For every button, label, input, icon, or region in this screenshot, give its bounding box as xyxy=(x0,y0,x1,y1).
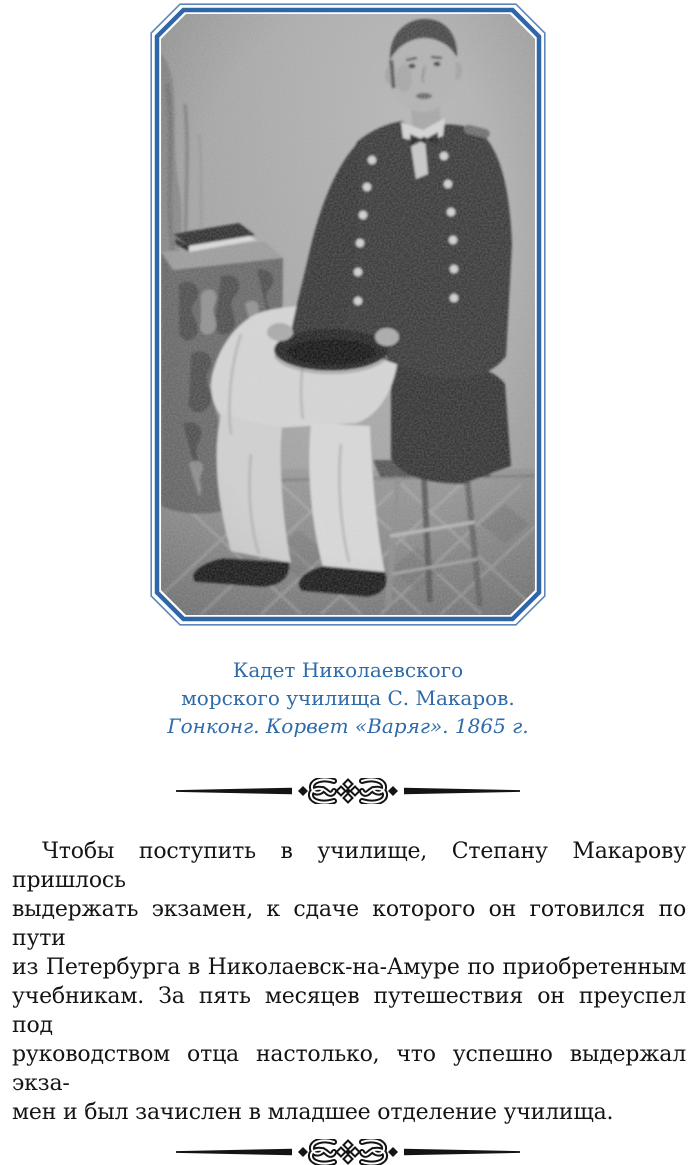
photo-figure xyxy=(0,3,696,740)
caption-line-1: Кадет Николаевского xyxy=(232,658,464,682)
paragraph-line: мен и был зачислен в младшее отделение училища. xyxy=(12,1100,614,1125)
divider-ornament-icon xyxy=(176,778,520,804)
photo-caption xyxy=(0,656,696,740)
section-divider-bottom xyxy=(0,1139,696,1165)
paragraph-line: из Петербурга в Николаевск-на-Амуре по приобретенным xyxy=(12,955,686,980)
paragraph-line: выдержать экзамен, к сдаче которого он готовился по пути xyxy=(12,897,686,951)
cadet-photo xyxy=(150,3,546,626)
paragraph-line: Чтобы поступить в училище, Степану Макарову пришлось xyxy=(12,839,686,893)
caption-line-2: морского училища С. Макаров. xyxy=(181,686,515,710)
book-page xyxy=(0,3,696,1125)
section-divider-top xyxy=(0,778,696,804)
caption-line-3: Гонконг. Корвет «Варяг». 1865 г. xyxy=(167,714,529,738)
divider-ornament-icon xyxy=(176,1139,520,1165)
photo-grain xyxy=(150,3,546,626)
paragraph-line: руководством отца настолько, что успешно выдержал экза- xyxy=(12,1042,686,1096)
paragraph-line: учебникам. За пять месяцев путешествия он преуспел под xyxy=(12,984,686,1038)
photo-frame xyxy=(150,3,546,626)
body-paragraph xyxy=(12,837,686,1127)
